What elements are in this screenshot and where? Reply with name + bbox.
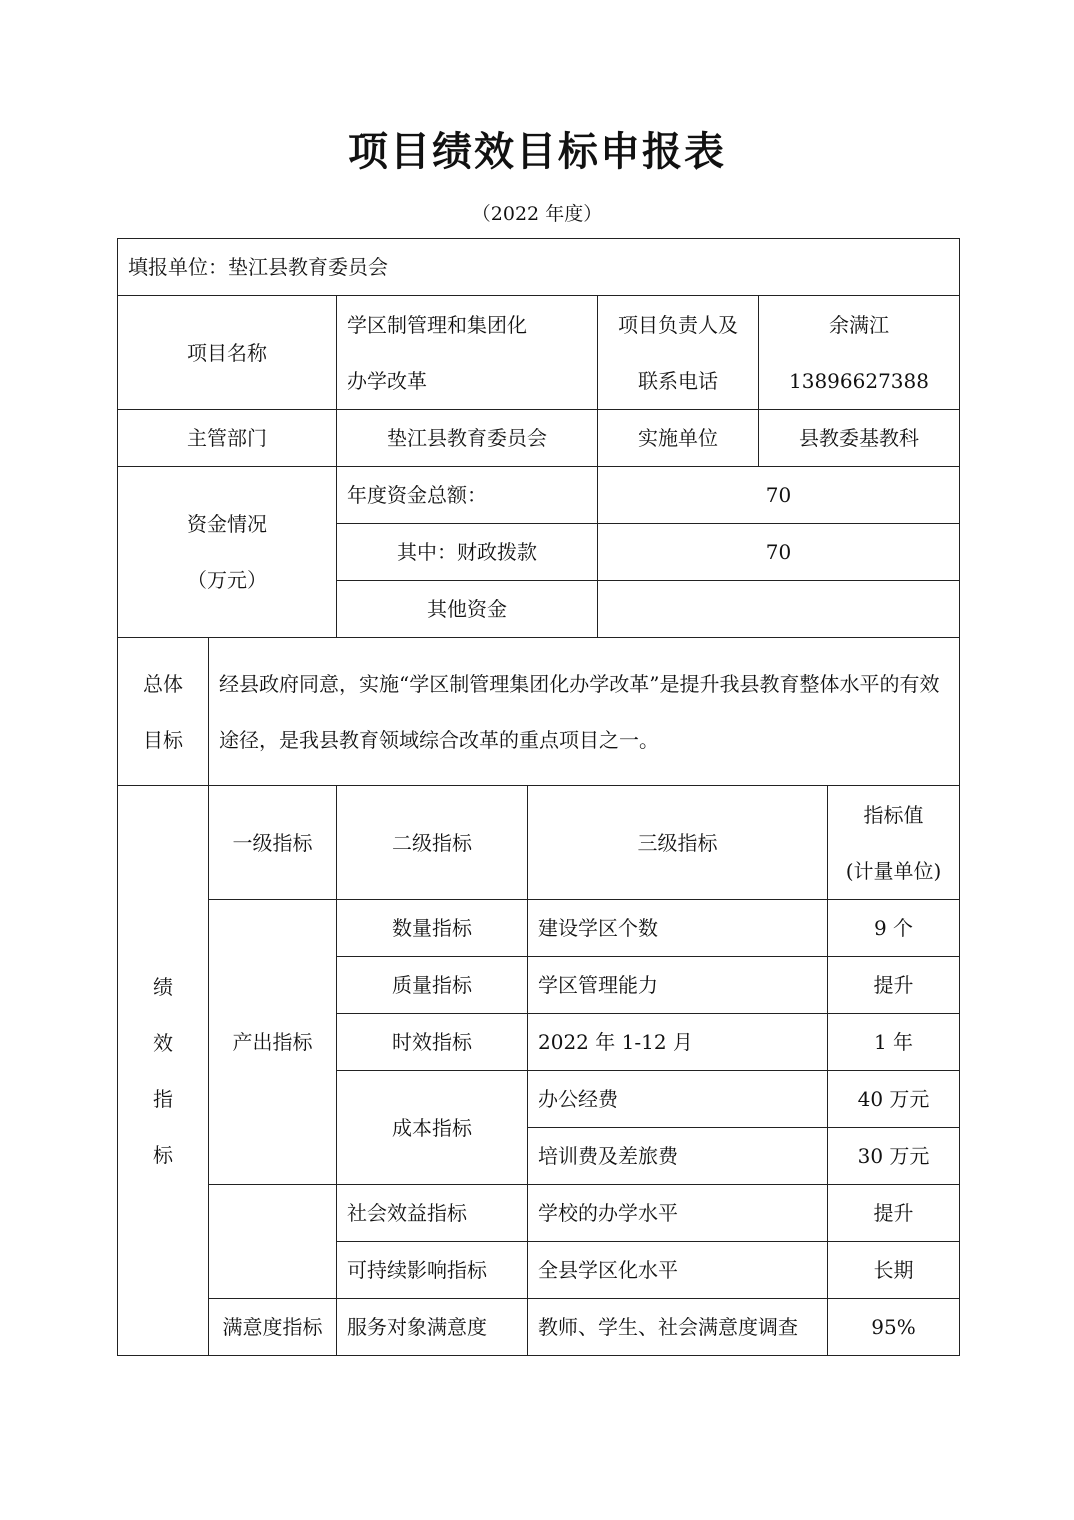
effect-indicator-label bbox=[209, 1185, 337, 1299]
perf-char-2: 效 bbox=[153, 1030, 173, 1055]
header-level2: 二级指标 bbox=[337, 786, 528, 900]
header-level1: 一级指标 bbox=[209, 786, 337, 900]
social-value: 提升 bbox=[828, 1185, 960, 1242]
satisfaction-level3: 教师、学生、社会满意度调查 bbox=[528, 1299, 828, 1356]
performance-indicator-label bbox=[118, 786, 209, 1356]
leader-phone: 13896627388 bbox=[789, 368, 929, 393]
cost2-level3: 培训费及差旅费 bbox=[528, 1128, 828, 1185]
quantity-value: 9 个 bbox=[828, 900, 960, 957]
header-value bbox=[828, 786, 960, 900]
project-name-line1: 学区制管理和集团化 bbox=[347, 312, 527, 337]
funds-other-value bbox=[598, 581, 960, 638]
header-value-line2: (计量单位) bbox=[845, 858, 942, 883]
funds-label-line2: （万元） bbox=[187, 568, 267, 592]
impl-value: 县教委基教科 bbox=[759, 410, 960, 467]
satisfaction-level2: 服务对象满意度 bbox=[337, 1299, 528, 1356]
leader-contact bbox=[759, 296, 960, 410]
timeliness-value: 1 年 bbox=[828, 1014, 960, 1071]
output-indicator-label: 产出指标 bbox=[209, 900, 337, 1185]
funds-other-label: 其他资金 bbox=[337, 581, 598, 638]
satisfaction-value: 95% bbox=[828, 1299, 960, 1356]
satisfaction-level1: 满意度指标 bbox=[209, 1299, 337, 1356]
social-level2: 社会效益指标 bbox=[337, 1185, 528, 1242]
funds-total-label: 年度资金总额： bbox=[337, 467, 598, 524]
header-value-line1: 指标值 bbox=[863, 802, 924, 827]
quality-value: 提升 bbox=[828, 957, 960, 1014]
dept-label: 主管部门 bbox=[118, 410, 337, 467]
dept-value: 垫江县教育委员会 bbox=[337, 410, 598, 467]
timeliness-level3: 2022 年 1-12 月 bbox=[528, 1014, 828, 1071]
project-name-value bbox=[337, 296, 598, 410]
leader-label bbox=[598, 296, 759, 410]
funds-label-line1: 资金情况 bbox=[187, 512, 267, 536]
perf-char-3: 指 bbox=[153, 1086, 173, 1111]
project-name-label: 项目名称 bbox=[118, 296, 337, 410]
quantity-level3: 建设学区个数 bbox=[528, 900, 828, 957]
project-name-line2: 办学改革 bbox=[347, 368, 427, 393]
application-form-table bbox=[117, 238, 960, 1356]
goal-text: 经县政府同意，实施“学区制管理集团化办学改革”是提升我县教育整体水平的有效途径，是我县教育领域综合改革的重点项目之一。 bbox=[209, 638, 960, 786]
sustain-level2: 可持续影响指标 bbox=[337, 1242, 528, 1299]
year-label: （2022 年度） bbox=[471, 203, 603, 225]
leader-label-line2: 联系电话 bbox=[638, 368, 718, 393]
sustain-level3: 全县学区化水平 bbox=[528, 1242, 828, 1299]
quality-level2: 质量指标 bbox=[337, 957, 528, 1014]
leader-name: 余满江 bbox=[829, 312, 889, 337]
funds-total-value: 70 bbox=[598, 467, 960, 524]
goal-label-line1: 总体 bbox=[143, 671, 183, 696]
quantity-level2: 数量指标 bbox=[337, 900, 528, 957]
quality-level3: 学区管理能力 bbox=[528, 957, 828, 1014]
cost1-value: 40 万元 bbox=[828, 1071, 960, 1128]
funds-fiscal-value: 70 bbox=[598, 524, 960, 581]
header-level3: 三级指标 bbox=[528, 786, 828, 900]
fill-unit: 填报单位：垫江县教育委员会 bbox=[118, 239, 960, 296]
cost1-level3: 办公经费 bbox=[528, 1071, 828, 1128]
goal-label bbox=[118, 638, 209, 786]
funds-fiscal-label: 其中：财政拨款 bbox=[337, 524, 598, 581]
cost2-value: 30 万元 bbox=[828, 1128, 960, 1185]
social-level3: 学校的办学水平 bbox=[528, 1185, 828, 1242]
page-title: 项目绩效目标申报表 bbox=[348, 128, 726, 175]
timeliness-level2: 时效指标 bbox=[337, 1014, 528, 1071]
perf-char-4: 标 bbox=[153, 1142, 173, 1167]
sustain-value: 长期 bbox=[828, 1242, 960, 1299]
perf-char-1: 绩 bbox=[153, 974, 173, 999]
goal-label-line2: 目标 bbox=[143, 727, 183, 752]
funds-label bbox=[118, 467, 337, 638]
leader-label-line1: 项目负责人及 bbox=[618, 312, 738, 337]
impl-label: 实施单位 bbox=[598, 410, 759, 467]
cost-level2: 成本指标 bbox=[337, 1071, 528, 1185]
